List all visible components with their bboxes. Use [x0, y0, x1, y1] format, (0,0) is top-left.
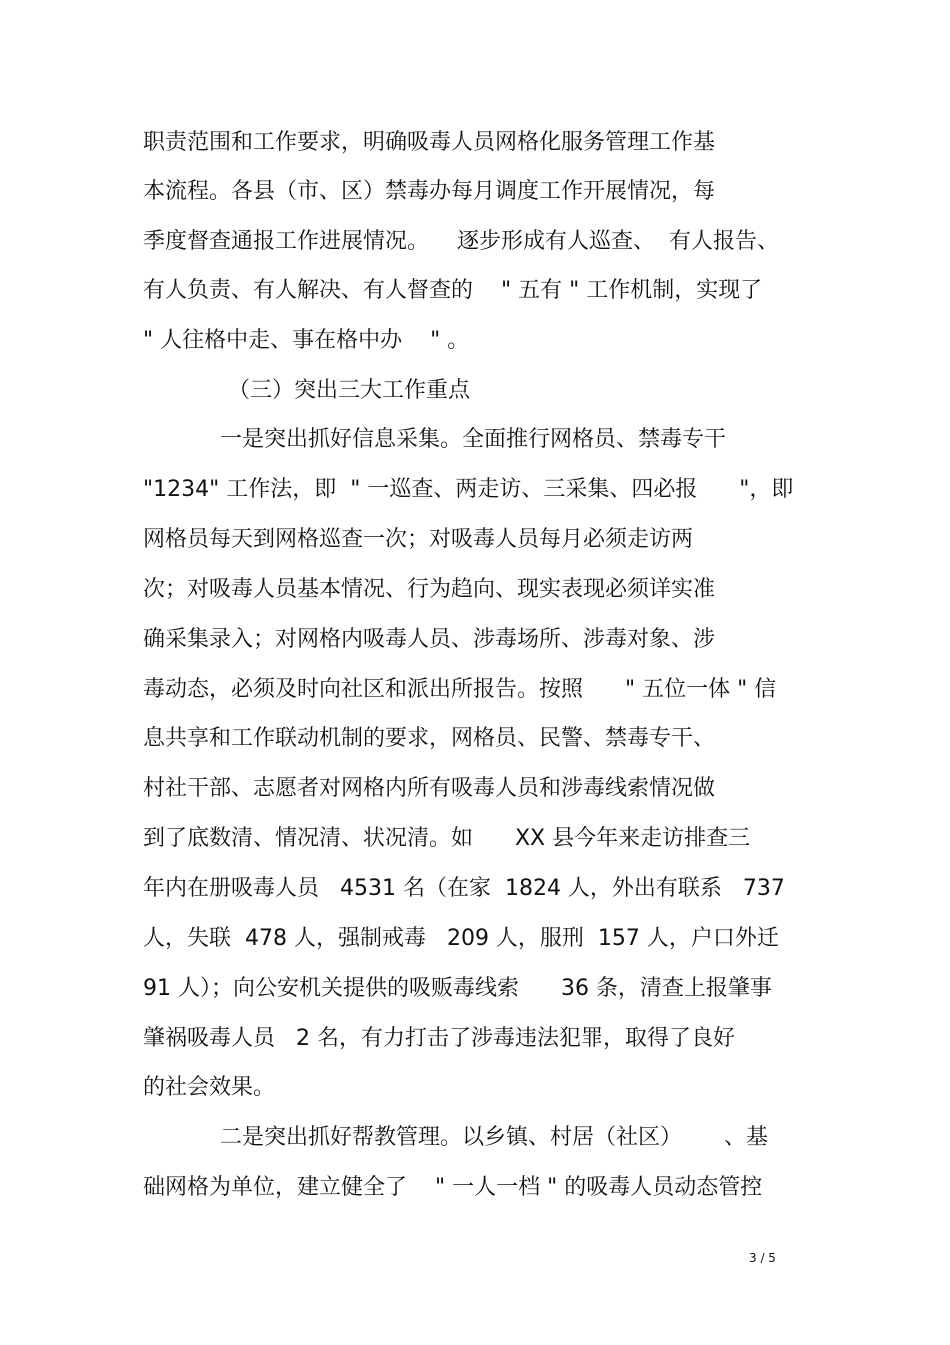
paragraph-line: 人，失联 478 人，强制戒毒 209 人，服刑 157 人，户口外迁	[143, 926, 779, 951]
paragraph-line: 毒动态，必须及时向社区和派出所报告。按照 " 五位一体 " 信	[143, 677, 777, 702]
paragraph-line: 村社干部、志愿者对网格内所有吸毒人员和涉毒线索情况做	[143, 776, 716, 801]
paragraph-line: 91 人）；向公安机关提供的吸贩毒线索 36 条，清查上报肇事	[143, 976, 772, 1001]
paragraph-line: " 人往格中走、事在格中办 " 。	[143, 328, 470, 353]
paragraph-line: 到了底数清、情况清、状况清。如 XX 县今年来走访排查三	[143, 826, 751, 851]
section-heading: （三）突出三大工作重点	[228, 378, 471, 403]
paragraph-line: 础网格为单位，建立健全了 " 一人一档 " 的吸毒人员动态管控	[143, 1175, 763, 1200]
paragraph-line: 季度督查通报工作进展情况。 逐步形成有人巡查、 有人报告、	[143, 229, 779, 254]
paragraph-line: 的社会效果。	[143, 1075, 276, 1100]
paragraph-line: 二是突出抓好帮教管理。以乡镇、村居（社区） 、基	[220, 1125, 768, 1150]
paragraph-line: 网格员每天到网格巡查一次；对吸毒人员每月必须走访两	[143, 527, 694, 552]
paragraph-line: 年内在册吸毒人员 4531 名（在家 1824 人，外出有联系 737	[143, 876, 785, 901]
paragraph-line: 次；对吸毒人员基本情况、行为趋向、现实表现必须详实准	[143, 577, 716, 602]
paragraph-line: 有人负责、有人解决、有人督查的 " 五有 " 工作机制，实现了	[143, 278, 763, 303]
paragraph-line: 职责范围和工作要求，明确吸毒人员网格化服务管理工作基	[143, 130, 716, 155]
paragraph-line: 息共享和工作联动机制的要求，网格员、民警、禁毒专干、	[143, 726, 716, 751]
paragraph-line: 本流程。各县（市、区）禁毒办每月调度工作开展情况，每	[143, 179, 716, 204]
paragraph-line: 确采集录入；对网格内吸毒人员、涉毒场所、涉毒对象、涉	[143, 627, 716, 652]
paragraph-line: "1234" 工作法，即 " 一巡查、两走访、三采集、四必报 "，即	[143, 477, 794, 502]
paragraph-line: 一是突出抓好信息采集。全面推行网格员、禁毒专干	[220, 427, 727, 452]
page-number: 3 / 5	[749, 1251, 776, 1265]
paragraph-line: 肇祸吸毒人员 2 名，有力打击了涉毒违法犯罪，取得了良好	[143, 1026, 735, 1051]
